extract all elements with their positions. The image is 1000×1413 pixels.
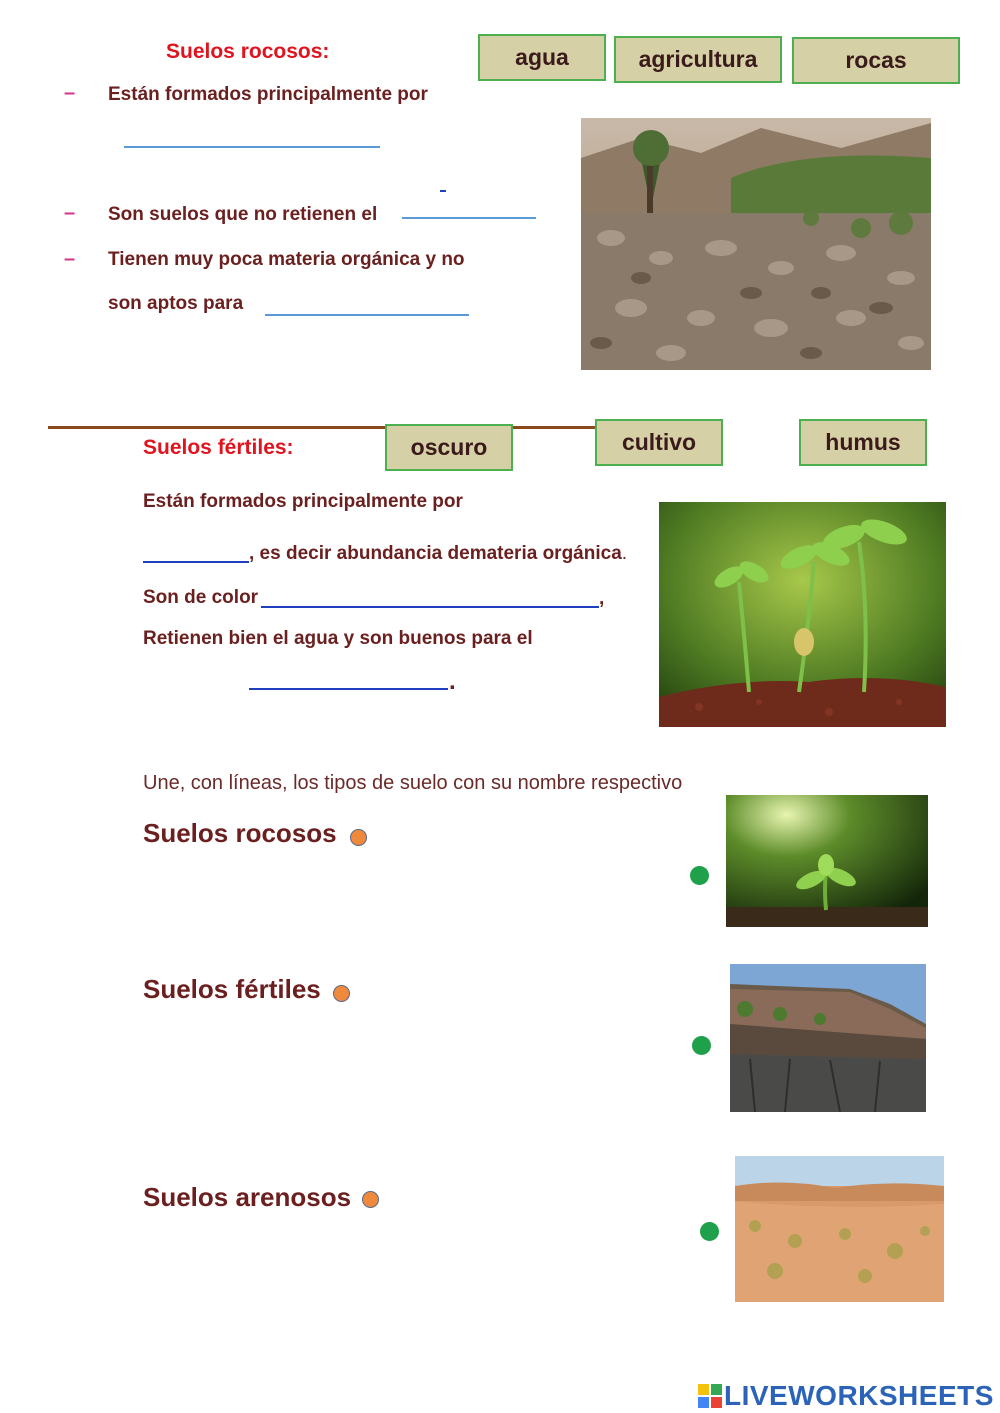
section1-title: Suelos rocosos: xyxy=(166,40,330,63)
match-dot-rocosos[interactable] xyxy=(350,829,367,846)
match-label-rocosos: Suelos rocosos xyxy=(143,818,337,848)
liveworksheets-icon xyxy=(698,1384,722,1408)
matching-instruction: Une, con líneas, los tipos de suelo con su nombre respectivo xyxy=(143,772,683,794)
s2-comma: , xyxy=(599,588,605,609)
liveworksheets-logo[interactable] xyxy=(698,1380,994,1412)
desert-photo xyxy=(735,1156,944,1302)
match-target-dot-2[interactable] xyxy=(692,1036,711,1055)
match-dot-arenosos[interactable] xyxy=(362,1191,379,1208)
word-agua[interactable]: agua xyxy=(478,34,606,81)
s1-blank3[interactable] xyxy=(265,314,469,316)
section-divider xyxy=(48,426,596,429)
liveworksheets-brand: LIVEWORKSHEETS xyxy=(724,1380,994,1411)
rocky-soil-photo xyxy=(581,118,931,370)
fertile-soil-photo xyxy=(659,502,946,727)
rock-cliff-photo xyxy=(730,964,926,1112)
seedling-photo xyxy=(726,795,928,927)
s1-blank1[interactable] xyxy=(124,146,380,148)
bullet-dash: – xyxy=(64,82,76,104)
s2-line2: , es decir abundancia demateria orgánica. xyxy=(249,543,628,564)
match-label-arenosos: Suelos arenosos xyxy=(143,1182,352,1212)
s2-period: . xyxy=(449,668,456,695)
s1-line3: Tienen muy poca materia orgánica y no xyxy=(108,249,465,270)
s1-line4: son aptos para xyxy=(108,293,244,314)
s1-line2: Son suelos que no retienen el xyxy=(108,204,378,225)
s2-blank3[interactable] xyxy=(249,688,448,690)
s2-line1: Están formados principalmente por xyxy=(143,491,463,512)
s2-line4: Retienen bien el agua y son buenos para el xyxy=(143,628,533,649)
word-humus[interactable]: humus xyxy=(799,419,927,466)
bullet-dash: – xyxy=(64,248,76,270)
word-cultivo[interactable]: cultivo xyxy=(595,419,723,466)
match-target-dot-1[interactable] xyxy=(690,866,709,885)
s2-line3: Son de color xyxy=(143,587,259,608)
s1-blank2[interactable] xyxy=(402,217,536,219)
section2-title: Suelos fértiles: xyxy=(143,436,294,459)
match-dot-fertiles[interactable] xyxy=(333,985,350,1002)
match-label-fertiles: Suelos fértiles xyxy=(143,974,321,1004)
cursor-mark xyxy=(440,190,446,192)
s1-line1: Están formados principalmente por xyxy=(108,84,428,105)
s2-blank2[interactable] xyxy=(261,606,599,608)
bullet-dash: – xyxy=(64,202,76,224)
word-rocas[interactable]: rocas xyxy=(792,37,960,84)
word-oscuro[interactable]: oscuro xyxy=(385,424,513,471)
word-agricultura[interactable]: agricultura xyxy=(614,36,782,83)
s2-blank1[interactable] xyxy=(143,561,249,563)
match-target-dot-3[interactable] xyxy=(700,1222,719,1241)
